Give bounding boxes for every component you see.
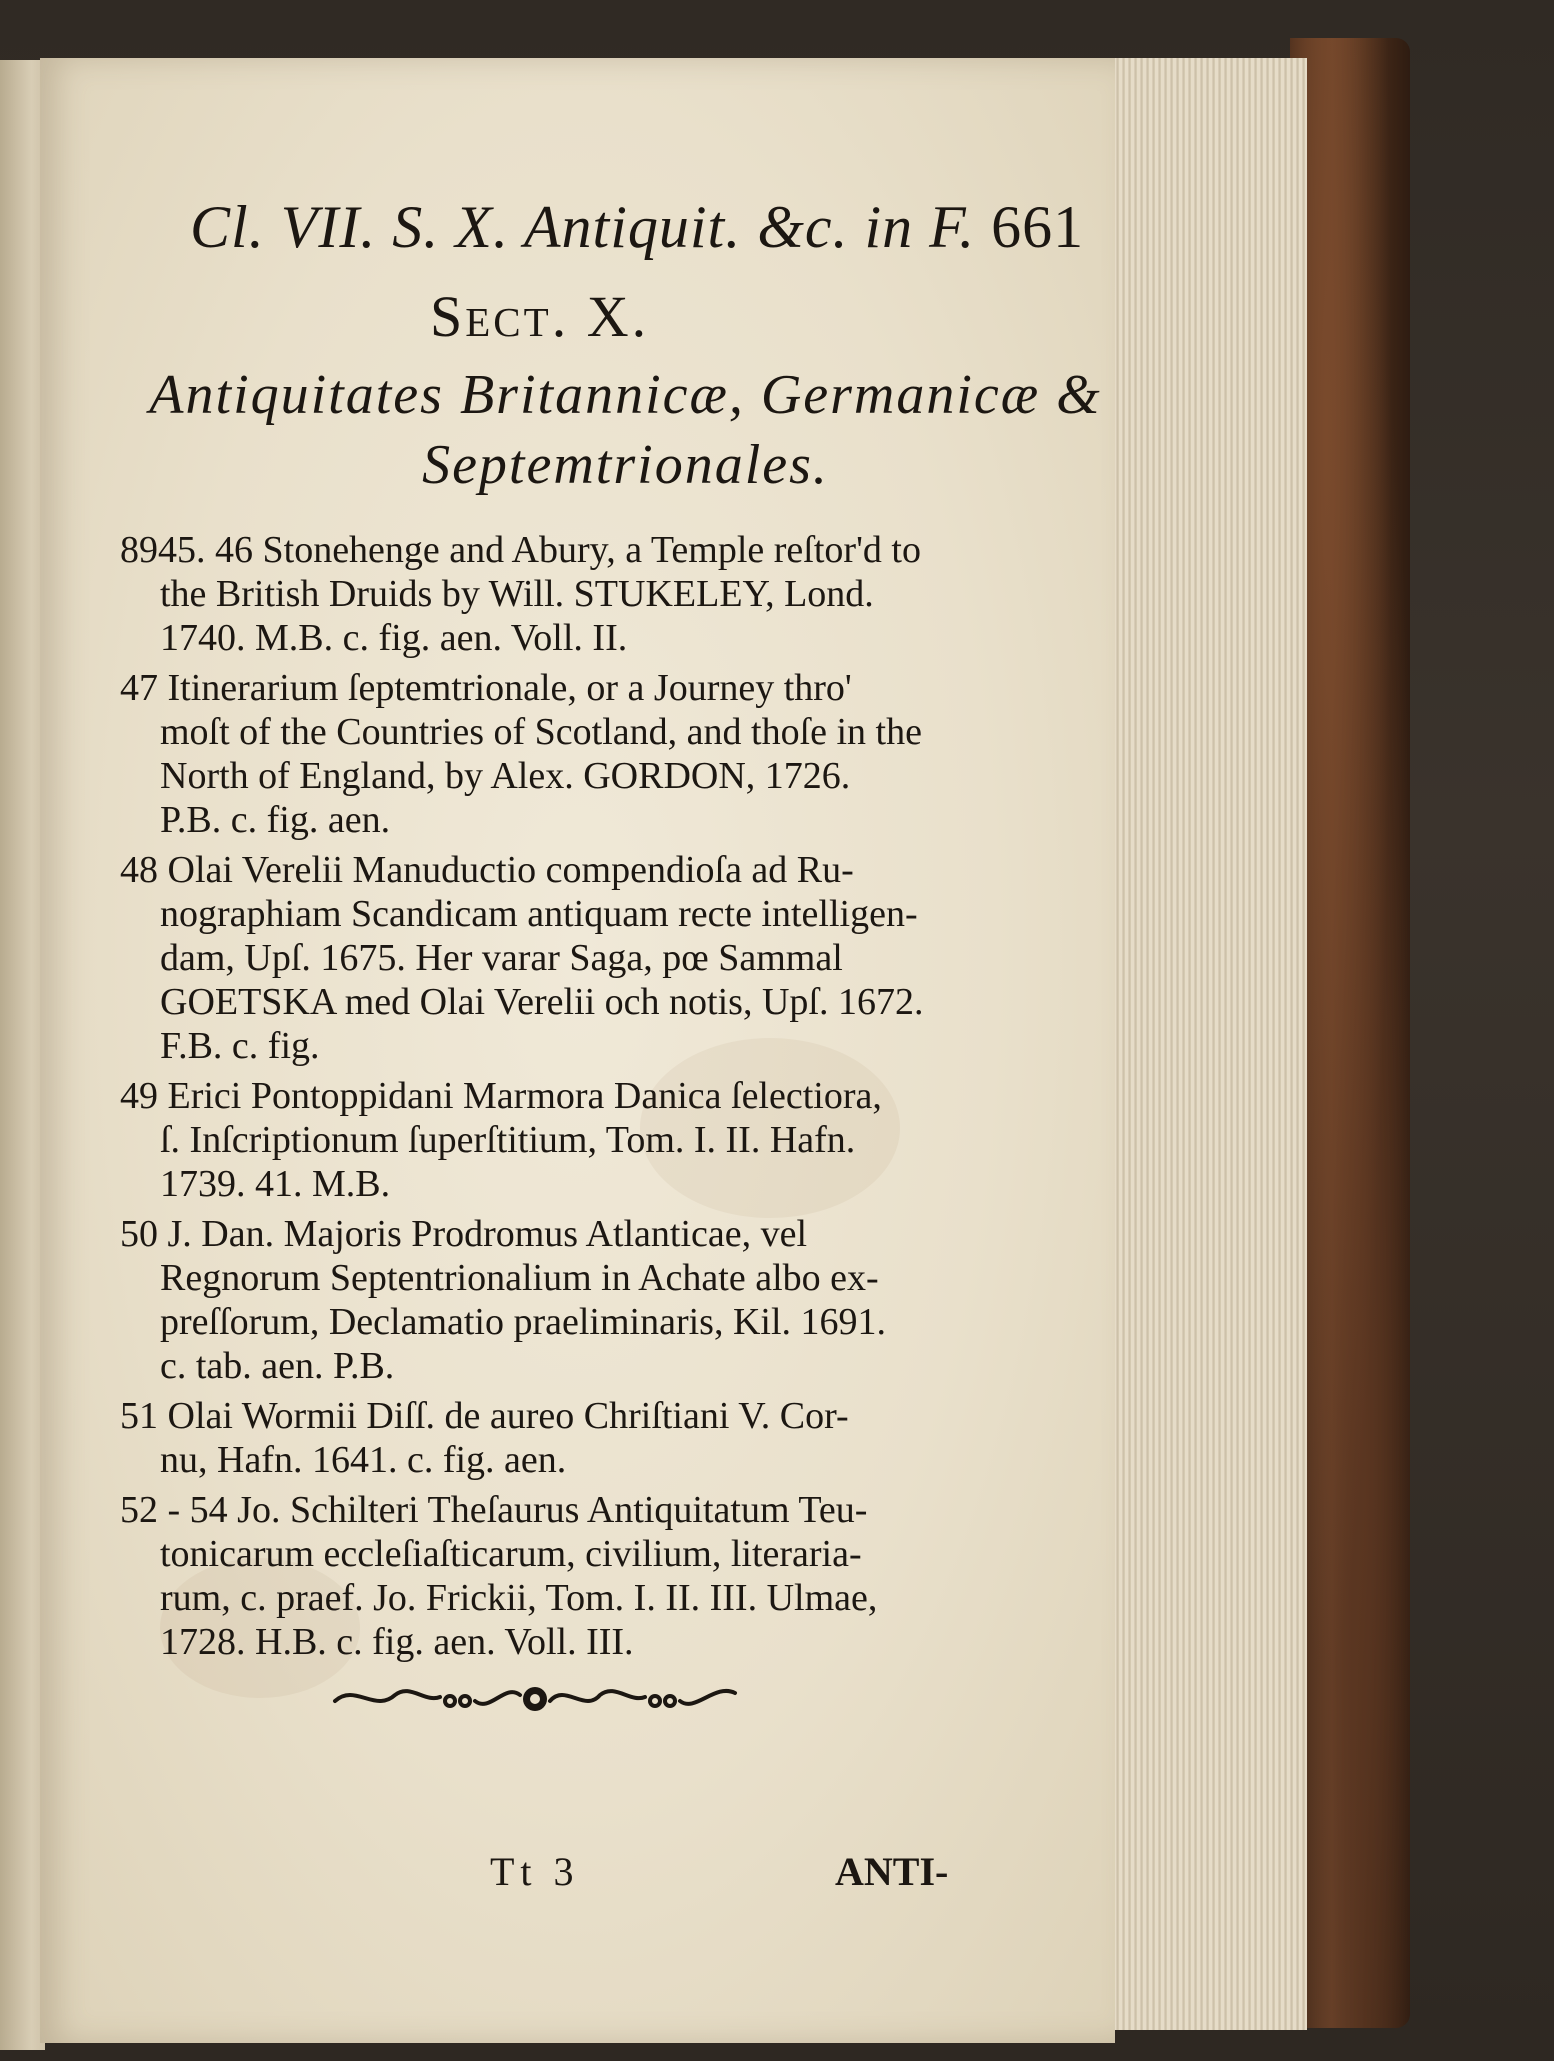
catalogue-entry — [120, 1212, 1020, 1388]
entry-line: nographiam Scandicam antiquam recte intelligen- — [160, 893, 918, 935]
catalogue-entry — [120, 528, 1020, 660]
section-title-line: Septemtrionales. — [422, 434, 829, 496]
printers-ornament-icon — [325, 1673, 745, 1723]
entry-line: 8945. 46 Stonehenge and Abury, a Temple reſtor'd to — [120, 529, 921, 571]
entry-line: c. tab. aen. P.B. — [160, 1345, 395, 1387]
catalogue-entry — [120, 666, 1020, 842]
entry-line: 1740. M.B. c. fig. aen. Voll. II. — [160, 617, 628, 659]
entry-line: nu, Hafn. 1641. c. fig. aen. — [160, 1439, 567, 1481]
entry-line: 1728. H.B. c. fig. aen. Voll. III. — [160, 1621, 634, 1663]
entry-line: North of England, by Alex. GORDON, 1726. — [160, 755, 851, 797]
catalogue-entry — [120, 1394, 1020, 1482]
running-head — [190, 193, 1085, 262]
entry-line: 47 Itinerarium ſeptemtrionale, or a Journey thro' — [120, 667, 852, 709]
entry-line: GOETSKA med Olai Verelii och notis, Upſ. 1672. — [160, 981, 924, 1023]
page-number: 661 — [991, 194, 1085, 260]
entry-line: dam, Upſ. 1675. Her varar Saga, pœ Sammal — [160, 937, 843, 979]
running-title: Cl. VII. S. X. Antiquit. &c. in F. — [190, 194, 976, 260]
entry-line: 48 Olai Verelii Manuductio compendioſa ad Ru- — [120, 849, 854, 891]
entry-line: moſt of the Countries of Scotland, and thoſe in the — [160, 711, 922, 753]
entry-line: 1739. 41. M.B. — [160, 1163, 391, 1205]
entry-line: ſ. Inſcriptionum ſuperſtitium, Tom. I. II. Hafn. — [160, 1119, 856, 1161]
section-title-line: Antiquitates Britannicæ, Germanicæ & — [149, 364, 1102, 426]
entry-line: preſſorum, Declamatio praeliminaris, Kil. 1691. — [160, 1301, 887, 1343]
catalogue-entry — [120, 848, 1020, 1068]
page-edges — [1105, 58, 1307, 2030]
book-page — [40, 58, 1115, 2043]
entry-line: the British Druids by Will. STUKELEY, Lond. — [160, 573, 874, 615]
entry-line: 49 Erici Pontoppidani Marmora Danica ſelectiora, — [120, 1075, 882, 1117]
facing-page-edge — [0, 60, 45, 2050]
entry-line: 52 - 54 Jo. Schilteri Theſaurus Antiquitatum Teu- — [120, 1489, 868, 1531]
signature-mark: Tt 3 — [490, 1849, 580, 1894]
catalogue-entry — [120, 1074, 1020, 1206]
entry-line: Regnorum Septentrionalium in Achate albo ex- — [160, 1257, 879, 1299]
entry-line: 50 J. Dan. Majoris Prodromus Atlanticae, vel — [120, 1213, 808, 1255]
entry-line: tonicarum eccleſiaſticarum, civilium, literaria- — [160, 1533, 862, 1575]
leather-cover — [1290, 38, 1410, 2028]
section-heading: Sect. X. — [430, 284, 650, 349]
entry-line: rum, c. praef. Jo. Frickii, Tom. I. II. III. Ulmae, — [160, 1577, 878, 1619]
entry-line: 51 Olai Wormii Diſſ. de aureo Chriſtiani V. Cor- — [120, 1395, 849, 1437]
entry-line: P.B. c. fig. aen. — [160, 799, 391, 841]
entry-line: F.B. c. fig. — [160, 1025, 320, 1067]
catalogue-entry — [120, 1488, 1020, 1664]
catchword: ANTI- — [835, 1849, 949, 1894]
